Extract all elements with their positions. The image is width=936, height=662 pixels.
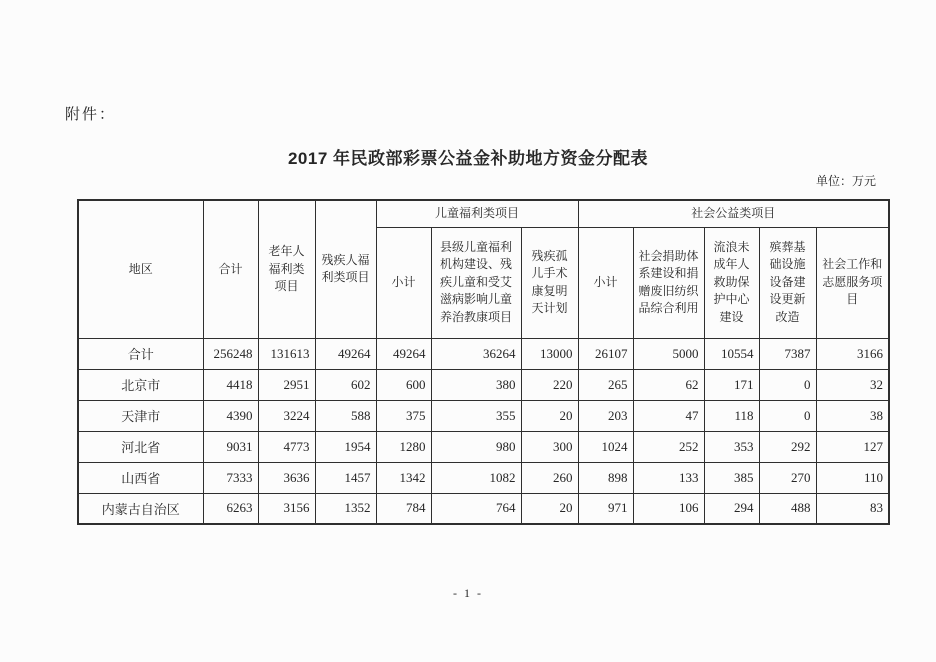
value-cell: 270 (759, 462, 816, 493)
region-cell: 合计 (78, 338, 203, 369)
value-cell: 1082 (431, 462, 521, 493)
value-cell: 220 (521, 369, 578, 400)
value-cell: 260 (521, 462, 578, 493)
value-cell: 300 (521, 431, 578, 462)
region-cell: 内蒙古自治区 (78, 493, 203, 524)
value-cell: 294 (704, 493, 759, 524)
value-cell: 0 (759, 400, 816, 431)
value-cell: 106 (633, 493, 704, 524)
value-cell: 32 (816, 369, 889, 400)
col-header-social-minors: 流浪未成年人救助保护中心建设 (704, 227, 759, 338)
value-cell: 380 (431, 369, 521, 400)
value-cell: 3166 (816, 338, 889, 369)
value-cell: 3636 (258, 462, 315, 493)
value-cell: 385 (704, 462, 759, 493)
value-cell: 47 (633, 400, 704, 431)
value-cell: 171 (704, 369, 759, 400)
value-cell: 292 (759, 431, 816, 462)
value-cell: 5000 (633, 338, 704, 369)
table-row (78, 400, 889, 431)
value-cell: 602 (315, 369, 376, 400)
col-header-social-subtotal: 小计 (578, 227, 633, 338)
region-cell: 北京市 (78, 369, 203, 400)
header-group-row (78, 200, 889, 227)
table-row (78, 462, 889, 493)
value-cell: 3156 (258, 493, 315, 524)
value-cell: 131613 (258, 338, 315, 369)
value-cell: 10554 (704, 338, 759, 369)
value-cell: 20 (521, 493, 578, 524)
region-cell: 天津市 (78, 400, 203, 431)
table-row (78, 431, 889, 462)
value-cell: 38 (816, 400, 889, 431)
value-cell: 6263 (203, 493, 258, 524)
value-cell: 784 (376, 493, 431, 524)
table-row (78, 493, 889, 524)
value-cell: 1457 (315, 462, 376, 493)
col-header-children-subtotal: 小计 (376, 227, 431, 338)
value-cell: 4418 (203, 369, 258, 400)
col-header-social-donation: 社会捐助体系建设和捐赠废旧纺织品综合利用 (633, 227, 704, 338)
col-group-children-welfare: 儿童福利类项目 (376, 200, 578, 227)
value-cell: 118 (704, 400, 759, 431)
value-cell: 355 (431, 400, 521, 431)
region-cell: 山西省 (78, 462, 203, 493)
value-cell: 9031 (203, 431, 258, 462)
value-cell: 375 (376, 400, 431, 431)
value-cell: 764 (431, 493, 521, 524)
value-cell: 49264 (315, 338, 376, 369)
value-cell: 133 (633, 462, 704, 493)
region-cell: 河北省 (78, 431, 203, 462)
value-cell: 588 (315, 400, 376, 431)
value-cell: 7333 (203, 462, 258, 493)
value-cell: 898 (578, 462, 633, 493)
value-cell: 2951 (258, 369, 315, 400)
value-cell: 4773 (258, 431, 315, 462)
value-cell: 203 (578, 400, 633, 431)
value-cell: 26107 (578, 338, 633, 369)
table-header (78, 200, 889, 338)
col-header-children-tomorrow-plan: 残疾孤儿手术康复明天计划 (521, 227, 578, 338)
value-cell: 1280 (376, 431, 431, 462)
col-header-children-institution: 县级儿童福利机构建设、残疾儿童和受艾滋病影响儿童养治教康项目 (431, 227, 521, 338)
value-cell: 256248 (203, 338, 258, 369)
value-cell: 265 (578, 369, 633, 400)
col-header-social-funeral: 殡葬基础设施设备建设更新改造 (759, 227, 816, 338)
col-group-social-welfare: 社会公益类项目 (578, 200, 889, 227)
col-header-region: 地区 (78, 200, 203, 338)
value-cell: 3224 (258, 400, 315, 431)
value-cell: 600 (376, 369, 431, 400)
value-cell: 110 (816, 462, 889, 493)
value-cell: 252 (633, 431, 704, 462)
value-cell: 7387 (759, 338, 816, 369)
attachment-label: 附件： (65, 107, 117, 123)
col-header-disabled: 残疾人福利类项目 (315, 200, 376, 338)
col-header-elderly: 老年人福利类项目 (258, 200, 315, 338)
value-cell: 4390 (203, 400, 258, 431)
col-header-social-work: 社会工作和志愿服务项目 (816, 227, 889, 338)
allocation-table (77, 199, 890, 525)
value-cell: 20 (521, 400, 578, 431)
value-cell: 13000 (521, 338, 578, 369)
table-row (78, 338, 889, 369)
table-row (78, 369, 889, 400)
value-cell: 1024 (578, 431, 633, 462)
value-cell: 353 (704, 431, 759, 462)
document-title: 2017 年民政部彩票公益金补助地方资金分配表 (287, 149, 649, 168)
value-cell: 83 (816, 493, 889, 524)
value-cell: 1352 (315, 493, 376, 524)
value-cell: 980 (431, 431, 521, 462)
value-cell: 971 (578, 493, 633, 524)
value-cell: 1954 (315, 431, 376, 462)
value-cell: 488 (759, 493, 816, 524)
table-body (78, 338, 889, 524)
value-cell: 1342 (376, 462, 431, 493)
value-cell: 127 (816, 431, 889, 462)
unit-label: 单位：万元 (815, 174, 876, 188)
value-cell: 0 (759, 369, 816, 400)
page-number: - 1 - (453, 586, 483, 600)
value-cell: 36264 (431, 338, 521, 369)
value-cell: 49264 (376, 338, 431, 369)
value-cell: 62 (633, 369, 704, 400)
col-header-total: 合计 (203, 200, 258, 338)
